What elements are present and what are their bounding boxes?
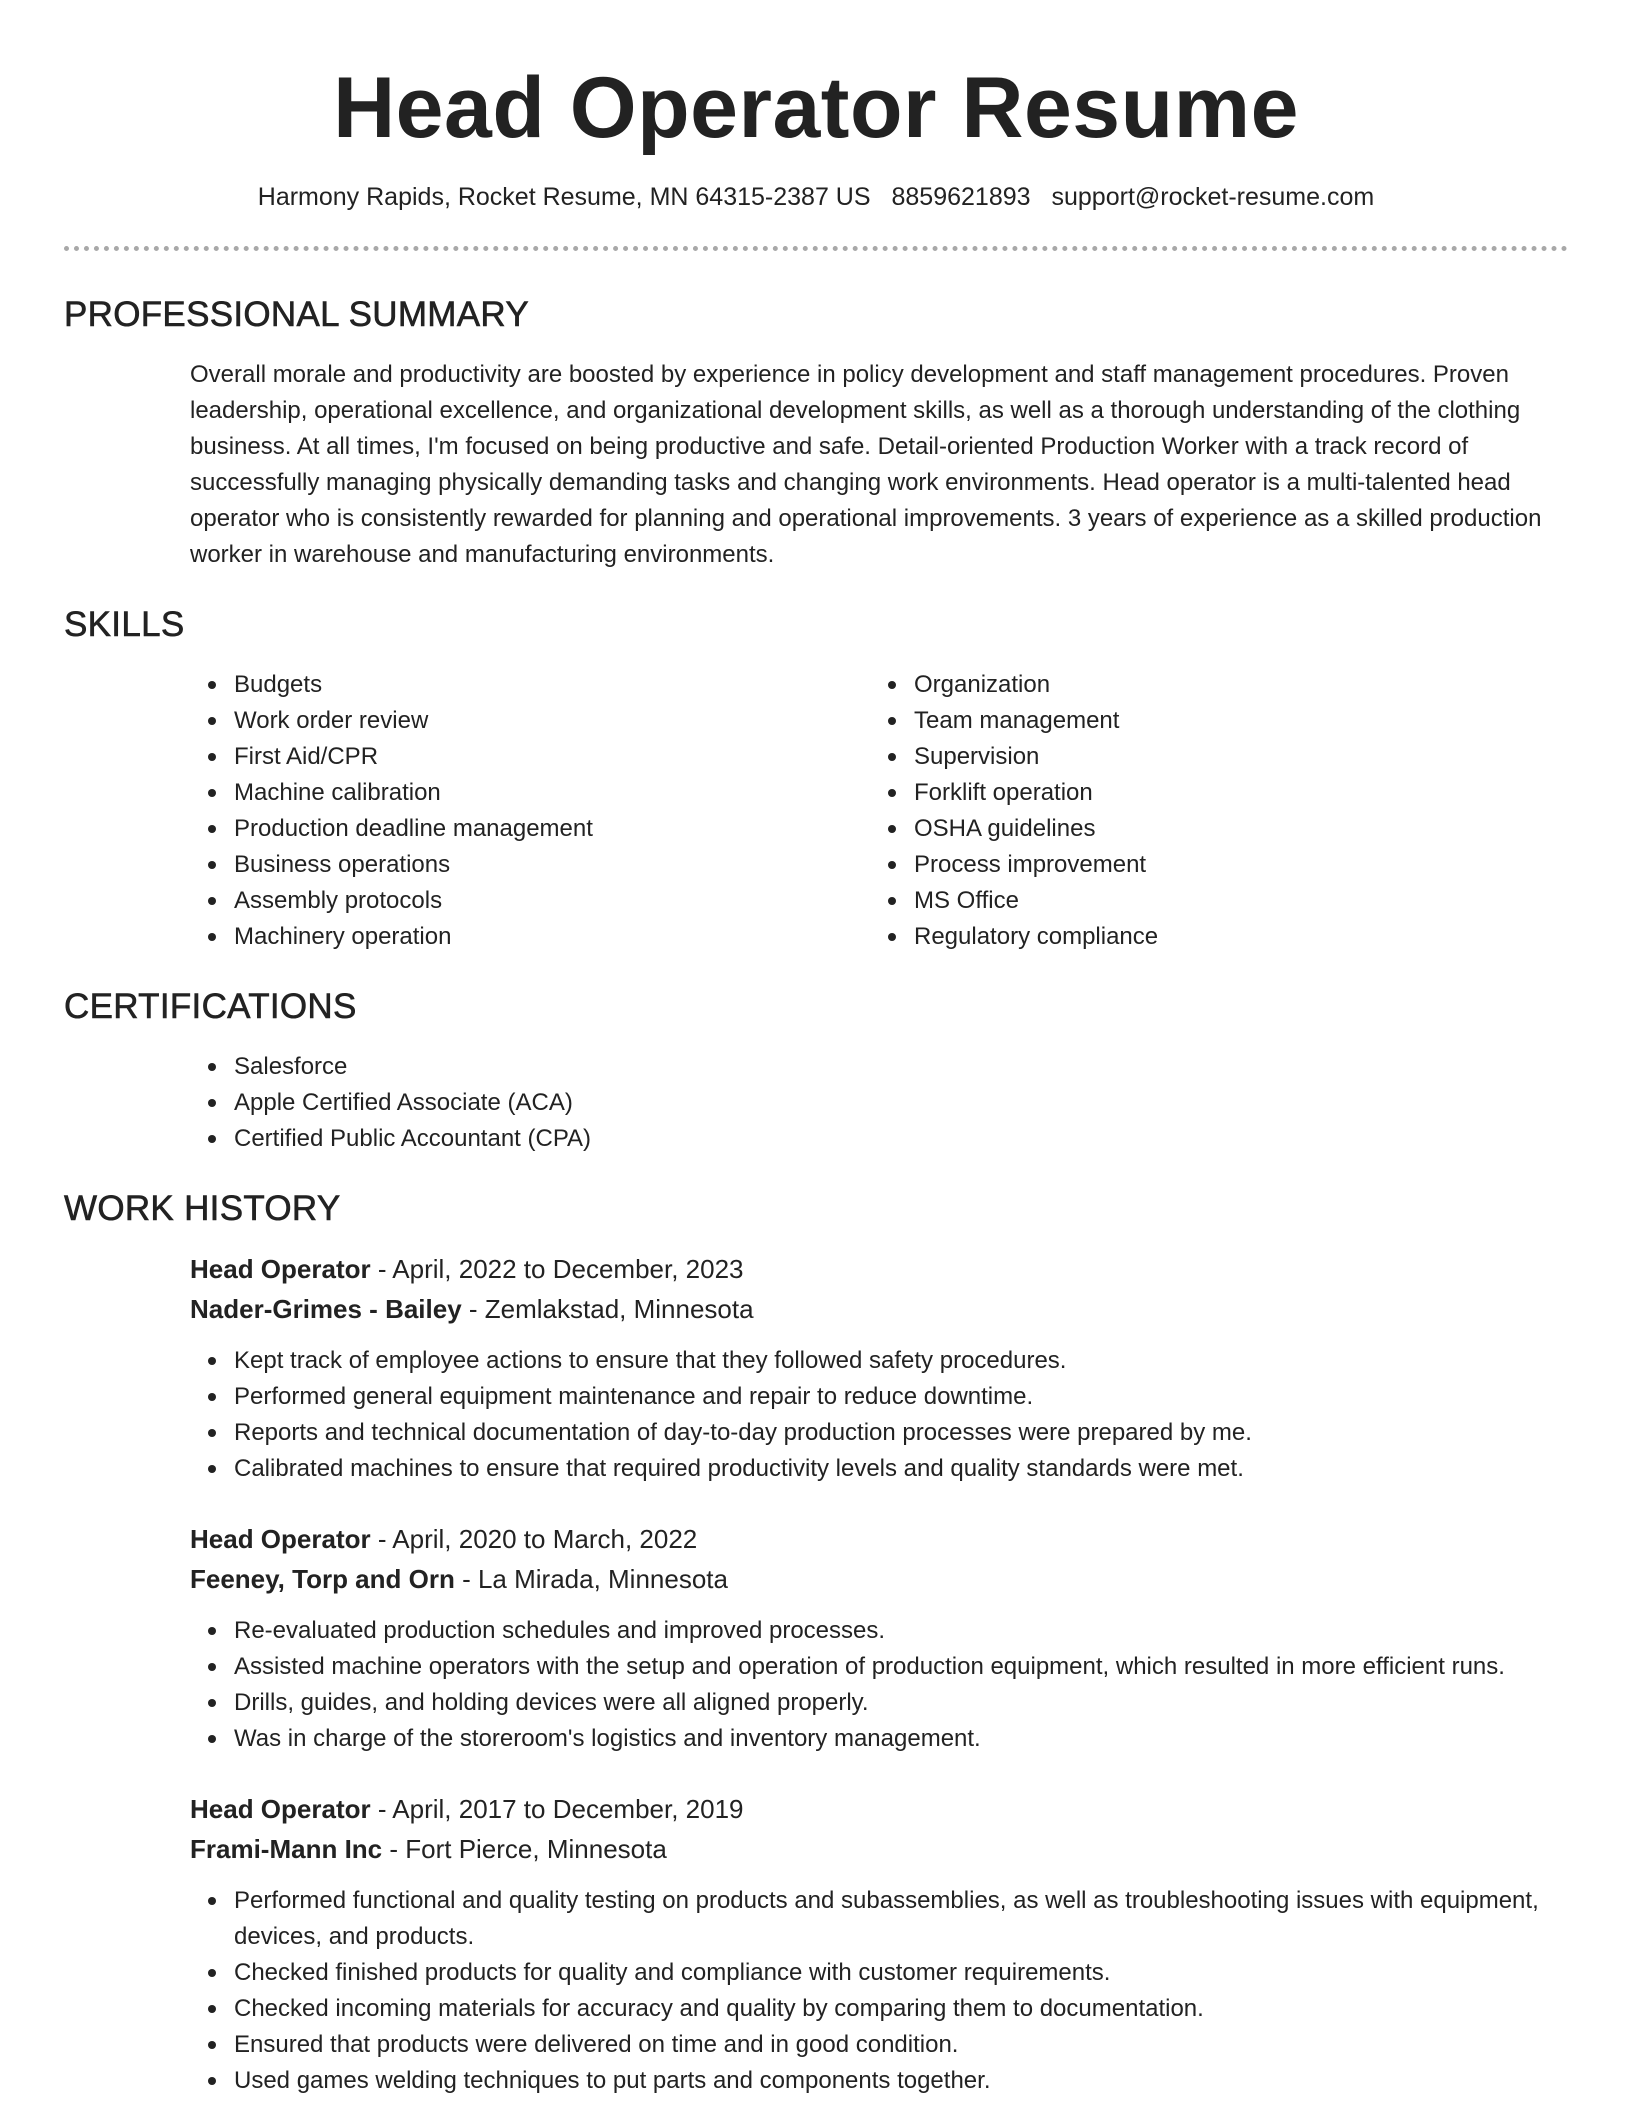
job-title: Head Operator: [190, 1524, 371, 1554]
skill-item: Work order review: [234, 703, 870, 739]
summary-heading: PROFESSIONAL SUMMARY: [64, 295, 529, 334]
skill-item: Budgets: [234, 667, 870, 703]
job-company-line: [190, 1559, 1568, 1599]
certification-item: Salesforce: [234, 1049, 1568, 1085]
job-title-line: [190, 1789, 1568, 1829]
summary-section: [64, 293, 1568, 573]
skill-item: Supervision: [914, 739, 1550, 775]
job-entry: [190, 1519, 1568, 1757]
job-company: Feeney, Torp and Orn: [190, 1564, 455, 1594]
job-bullet: Calibrated machines to ensure that required productivity levels and quality standards were met.: [234, 1451, 1568, 1487]
skill-item: OSHA guidelines: [914, 811, 1550, 847]
job-title-line: [190, 1249, 1568, 1289]
skills-heading: SKILLS: [64, 605, 185, 644]
certifications-heading: CERTIFICATIONS: [64, 987, 357, 1026]
job-dates: - April, 2022 to December, 2023: [370, 1254, 744, 1284]
skill-item: Machine calibration: [234, 775, 870, 811]
job-bullet: Ensured that products were delivered on time and in good condition.: [234, 2027, 1564, 2063]
job-location: - Zemlakstad, Minnesota: [461, 1294, 754, 1324]
job-dates: - April, 2020 to March, 2022: [370, 1524, 698, 1554]
skill-item: Business operations: [234, 847, 870, 883]
job-bullet: Performed general equipment maintenance and repair to reduce downtime.: [234, 1379, 1568, 1415]
certifications-list: [190, 1049, 1568, 1157]
job-bullet: Was in charge of the storeroom's logistics and inventory management.: [234, 1721, 1568, 1757]
skills-column-right: [870, 667, 1550, 955]
contact-address: Harmony Rapids, Rocket Resume, MN 64315-2387 US: [257, 183, 871, 211]
work-history-section: [64, 1187, 1568, 2099]
job-bullet: Checked incoming materials for accuracy and quality by comparing them to documentation.: [234, 1991, 1564, 2027]
skills-column-left: [190, 667, 870, 955]
job-company: Nader-Grimes - Bailey: [190, 1294, 462, 1324]
job-dates: - April, 2017 to December, 2019: [370, 1794, 744, 1824]
job-company: Frami-Mann Inc: [190, 1834, 383, 1864]
work-history-heading: WORK HISTORY: [64, 1189, 341, 1228]
skills-section: [64, 603, 1568, 955]
job-bullet: Re-evaluated production schedules and improved processes.: [234, 1613, 1568, 1649]
resume-title: Head Operator Resume: [333, 60, 1299, 156]
skill-item: Forklift operation: [914, 775, 1550, 811]
resume-page: [64, 0, 1568, 2099]
skill-item: Machinery operation: [234, 919, 870, 955]
job-bullet: Used games welding techniques to put parts and components together.: [234, 2063, 1564, 2099]
job-location: - Fort Pierce, Minnesota: [382, 1834, 667, 1864]
certifications-section: [64, 985, 1568, 1157]
job-title-line: [190, 1519, 1568, 1559]
job-location: - La Mirada, Minnesota: [454, 1564, 728, 1594]
contact-email: support@rocket-resume.com: [1051, 183, 1375, 211]
skill-item: Regulatory compliance: [914, 919, 1550, 955]
job-bullet: Performed functional and quality testing on products and subassemblies, as well as troubleshooting issues with equipment, devices, and products.: [234, 1883, 1564, 1955]
job-title: Head Operator: [190, 1794, 371, 1824]
skills-columns: [190, 667, 1568, 955]
header-divider: [64, 246, 1568, 251]
job-bullet: Drills, guides, and holding devices were all aligned properly.: [234, 1685, 1568, 1721]
skill-item: Production deadline management: [234, 811, 870, 847]
contact-phone: 8859621893: [891, 183, 1031, 211]
skill-item: Organization: [914, 667, 1550, 703]
job-bullet: Checked finished products for quality and compliance with customer requirements.: [234, 1955, 1564, 1991]
contact-line: [64, 180, 1568, 214]
skill-item: Process improvement: [914, 847, 1550, 883]
job-bullet: Kept track of employee actions to ensure that they followed safety procedures.: [234, 1343, 1568, 1379]
skill-item: First Aid/CPR: [234, 739, 870, 775]
job-company-line: [190, 1829, 1568, 1869]
skill-item: Assembly protocols: [234, 883, 870, 919]
job-title: Head Operator: [190, 1254, 371, 1284]
job-entry: [190, 1789, 1568, 2099]
summary-text: Overall morale and productivity are boosted by experience in policy development and staff management procedures. Proven leadership, operational excellence, and organizational development skills, as well as a thorough understanding of the clothing business. At all times, I'm focused on being productive and safe. Detail-oriented Production Worker with a track record of successfully managing physically demanding tasks and changing work environments. Head operator is a multi-talented head operator who is consistently rewarded for planning and operational improvements. 3 years of experience as a skilled production worker in warehouse and manufacturing environments.: [190, 361, 1542, 568]
job-bullet: Assisted machine operators with the setup and operation of production equipment, which resulted in more efficient runs.: [234, 1649, 1568, 1685]
certification-item: Certified Public Accountant (CPA): [234, 1121, 1568, 1157]
job-company-line: [190, 1289, 1568, 1329]
skill-item: MS Office: [914, 883, 1550, 919]
skill-item: Team management: [914, 703, 1550, 739]
job-bullet: Reports and technical documentation of day-to-day production processes were prepared by me.: [234, 1415, 1568, 1451]
job-entry: [190, 1249, 1568, 1487]
certification-item: Apple Certified Associate (ACA): [234, 1085, 1568, 1121]
